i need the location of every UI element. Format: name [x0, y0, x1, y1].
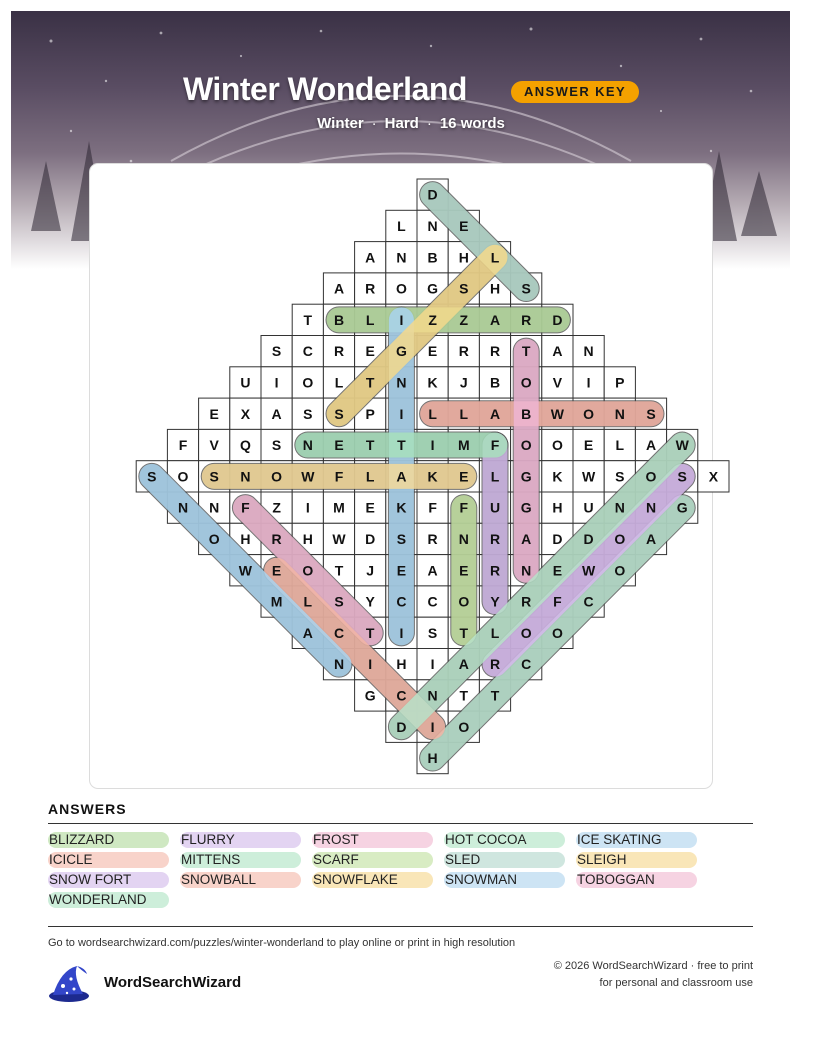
- grid-letter: E: [334, 437, 344, 454]
- grid-letter: F: [553, 593, 562, 610]
- grid-letter: F: [334, 468, 344, 485]
- grid-letter: I: [430, 718, 435, 735]
- answer-item: MITTENS: [180, 852, 301, 868]
- grid-letter: S: [427, 624, 438, 641]
- grid-letter: M: [333, 499, 345, 516]
- grid-letter: H: [489, 280, 501, 297]
- grid-letter: A: [489, 405, 501, 422]
- answer-item: SNOWMAN: [444, 872, 565, 888]
- grid-letter: R: [489, 656, 501, 673]
- grid-letter: H: [552, 499, 563, 516]
- grid-letter: O: [395, 280, 407, 297]
- grid-letter: B: [427, 249, 438, 266]
- grid-letter: S: [303, 405, 313, 422]
- grid-letter: N: [645, 499, 657, 516]
- grid-letter: A: [458, 656, 469, 673]
- grid-letter: G: [520, 468, 532, 485]
- grid-letter: I: [399, 311, 404, 328]
- grid-letter: H: [427, 750, 438, 767]
- grid-letter: K: [552, 468, 563, 485]
- grid-letter: O: [520, 374, 532, 391]
- grid-letter: B: [333, 311, 345, 328]
- grid-letter: A: [333, 280, 345, 297]
- divider: [48, 823, 753, 824]
- grid-letter: L: [490, 624, 500, 641]
- grid-letter: N: [240, 468, 251, 485]
- grid-letter: E: [459, 562, 469, 579]
- grid-letter: S: [271, 343, 282, 360]
- grid-letter: K: [427, 374, 438, 391]
- grid-letter: F: [490, 437, 500, 454]
- grid-letter: N: [427, 217, 438, 234]
- answer-item: BLIZZARD: [48, 832, 169, 848]
- grid-letter: E: [459, 217, 469, 234]
- answer-item: TOBOGGAN: [576, 872, 697, 888]
- grid-letter: S: [271, 437, 282, 454]
- grid-letter: F: [178, 437, 188, 454]
- grid-letter: A: [365, 249, 376, 266]
- grid-letter: E: [365, 499, 375, 516]
- grid-letter: E: [427, 343, 438, 360]
- brand-name: WordSearchWizard: [104, 974, 242, 991]
- page-title: Winter Wonderland: [183, 71, 467, 107]
- grid-letter: A: [302, 624, 313, 641]
- grid-letter: F: [459, 499, 469, 516]
- grid-letter: O: [177, 468, 189, 485]
- grid-letter: T: [365, 437, 375, 454]
- grid-letter: N: [333, 656, 345, 673]
- grid-letter: M: [457, 437, 470, 454]
- grid-letter: S: [396, 530, 407, 547]
- grid-letter: Z: [272, 499, 281, 516]
- answer-item: SCARF: [312, 852, 433, 868]
- grid-letter: N: [302, 437, 313, 454]
- grid-letter: H: [396, 656, 407, 673]
- grid-letter: N: [458, 530, 469, 547]
- answers-heading: ANSWERS: [48, 801, 127, 817]
- grid-letter: V: [209, 437, 219, 454]
- grid-letter: C: [521, 656, 532, 673]
- grid-letter: H: [240, 530, 251, 547]
- grid-letter: W: [675, 437, 689, 454]
- grid-letter: N: [427, 687, 438, 704]
- grid-letter: C: [302, 343, 313, 360]
- grid-letter: L: [334, 374, 344, 391]
- grid-letter: Y: [490, 593, 500, 610]
- grid-letter: R: [271, 530, 282, 547]
- grid-letter: T: [365, 624, 375, 641]
- grid-letter: Y: [365, 593, 375, 610]
- grid-letter: R: [333, 343, 345, 360]
- meta-separator: ·: [426, 115, 432, 132]
- grid-letter: O: [302, 562, 314, 579]
- grid-letter: K: [427, 468, 438, 485]
- grid-letter: U: [489, 499, 501, 516]
- grid-letter: T: [490, 687, 500, 704]
- grid-letter: O: [208, 530, 220, 547]
- grid-letter: S: [677, 468, 687, 485]
- grid-letter: H: [302, 530, 313, 547]
- grid-letter: E: [459, 468, 469, 485]
- answer-item: SLEIGH: [576, 852, 697, 868]
- grid-letter: S: [646, 405, 656, 422]
- grid-letter: T: [397, 437, 406, 454]
- grid-letter: T: [303, 311, 313, 328]
- grid-letter: R: [365, 280, 376, 297]
- grid-letter: L: [459, 405, 469, 422]
- grid-letter: W: [301, 468, 315, 485]
- grid-letter: D: [365, 530, 376, 547]
- grid-letter: L: [428, 405, 437, 422]
- grid-letter: A: [521, 530, 532, 547]
- grid-letter: U: [583, 499, 594, 516]
- grid-letter: T: [334, 562, 344, 579]
- grid-letter: E: [271, 562, 282, 579]
- grid-letter: B: [489, 374, 501, 391]
- grid-letter: D: [427, 186, 438, 203]
- grid-letter: V: [552, 374, 563, 391]
- grid-letter: D: [552, 530, 563, 547]
- grid-letter: A: [427, 562, 438, 579]
- grid-letter: Z: [459, 311, 469, 328]
- grid-letter: G: [427, 280, 439, 297]
- grid-letter: D: [583, 530, 594, 547]
- grid-letter: K: [396, 499, 407, 516]
- answer-item: ICICLE: [48, 852, 169, 868]
- grid-letter: E: [209, 405, 219, 422]
- grid-letter: A: [396, 468, 407, 485]
- grid-letter: G: [395, 343, 407, 360]
- grid-letter: J: [459, 374, 468, 391]
- answer-item: ICE SKATING: [576, 832, 697, 848]
- grid-letter: Z: [428, 311, 437, 328]
- grid-letter: I: [399, 405, 404, 422]
- grid-letter: O: [551, 624, 563, 641]
- grid-letter: R: [427, 530, 438, 547]
- grid-letter: J: [366, 562, 375, 579]
- grid-letter: N: [521, 562, 532, 579]
- grid-letter: O: [520, 624, 532, 641]
- grid-letter: N: [396, 249, 407, 266]
- grid-letter: R: [521, 593, 532, 610]
- grid-letter: O: [551, 437, 563, 454]
- grid-letter: N: [396, 374, 407, 391]
- grid-letter: G: [676, 499, 688, 516]
- word-count: 16 words: [439, 115, 505, 132]
- grid-letter: T: [459, 687, 469, 704]
- answer-item: HOT COCOA: [444, 832, 565, 848]
- grid-letter: C: [396, 687, 407, 704]
- answer-item: WONDERLAND: [48, 892, 169, 908]
- grid-letter: H: [458, 249, 469, 266]
- grid-letter: B: [521, 405, 532, 422]
- grid-letter: A: [645, 437, 657, 454]
- grid-letter: W: [550, 405, 565, 422]
- grid-letter: T: [365, 374, 375, 391]
- grid-letter: X: [708, 468, 719, 485]
- grid-letter: I: [305, 499, 310, 516]
- grid-letter: S: [334, 593, 344, 610]
- grid-letter: O: [583, 405, 595, 422]
- grid-letter: E: [365, 343, 375, 360]
- grid-letter: I: [399, 624, 404, 641]
- grid-letter: W: [581, 468, 596, 485]
- copyright-text: © 2026 WordSearchWizard · free to print for personal and classroom use: [553, 960, 753, 989]
- grid-letter: W: [581, 562, 596, 579]
- grid-letter: I: [430, 656, 435, 673]
- answer-item: FLURRY: [180, 832, 301, 848]
- grid-letter: L: [303, 593, 313, 610]
- grid-letter: T: [521, 343, 531, 360]
- grid-letter: N: [209, 499, 220, 516]
- grid-letter: S: [334, 405, 344, 422]
- grid-letter: L: [490, 249, 500, 266]
- wizard-hat-icon: [47, 964, 91, 1004]
- grid-letter: L: [365, 311, 375, 328]
- grid-letter: M: [270, 593, 283, 610]
- grid-letter: T: [459, 624, 469, 641]
- grid-letter: U: [240, 374, 251, 391]
- grid-letter: N: [177, 499, 189, 516]
- grid-letter: C: [333, 624, 345, 641]
- grid-letter: P: [615, 374, 625, 391]
- grid-letter: O: [271, 468, 283, 485]
- divider: [48, 926, 753, 927]
- grid-letter: F: [428, 499, 437, 516]
- answer-item: SNOWFLAKE: [312, 872, 433, 888]
- grid-letter: S: [209, 468, 219, 485]
- grid-letter: P: [365, 405, 375, 422]
- grid-letter: C: [583, 593, 594, 610]
- footer-note: Go to wordsearchwizard.com/puzzles/winter-wonderland to play online or print in high resolution: [48, 937, 516, 949]
- grid-letter: L: [365, 468, 375, 485]
- grid-letter: E: [396, 562, 407, 579]
- grid-letter: O: [645, 468, 657, 485]
- answer-item: SNOW FORT: [48, 872, 169, 888]
- grid-letter: L: [397, 217, 406, 234]
- grid-letter: A: [489, 311, 501, 328]
- grid-letter: X: [240, 405, 251, 422]
- grid-letter: N: [614, 499, 625, 516]
- grid-letter: R: [489, 562, 501, 579]
- grid-letter: O: [302, 374, 314, 391]
- grid-letter: I: [430, 437, 435, 454]
- grid-letter: W: [238, 562, 253, 579]
- grid-letter: O: [458, 718, 470, 735]
- grid-letter: G: [520, 499, 532, 516]
- grid-letter: N: [614, 405, 625, 422]
- difficulty-label: Hard: [384, 115, 419, 132]
- answer-key-badge: ANSWER KEY: [511, 81, 639, 103]
- grid-letter: I: [586, 374, 591, 391]
- grid-letter: A: [552, 343, 563, 360]
- grid-letter: E: [552, 562, 563, 579]
- grid-letter: R: [489, 343, 501, 360]
- grid-letter: O: [614, 530, 626, 547]
- grid-letter: F: [241, 499, 250, 516]
- grid-letter: S: [459, 280, 469, 297]
- grid-letter: L: [490, 468, 500, 485]
- grid-letter: R: [489, 530, 501, 547]
- grid-letter: O: [458, 593, 470, 610]
- grid-letter: N: [583, 343, 594, 360]
- grid-letter: O: [520, 437, 532, 454]
- grid-letter: R: [521, 311, 532, 328]
- grid-letter: D: [552, 311, 563, 328]
- grid-letter: W: [332, 530, 346, 547]
- grid-letter: C: [427, 593, 438, 610]
- answer-item: SLED: [444, 852, 565, 868]
- grid-letter: O: [614, 562, 626, 579]
- grid-letter: A: [271, 405, 282, 422]
- grid-letter: G: [364, 687, 376, 704]
- meta-separator: ·: [371, 115, 377, 132]
- answer-item: SNOWBALL: [180, 872, 301, 888]
- grid-letter: D: [396, 718, 407, 735]
- grid-letter: I: [274, 374, 279, 391]
- grid-letter: I: [368, 656, 373, 673]
- theme-label: Winter: [317, 115, 364, 132]
- grid-letter: S: [147, 468, 157, 485]
- grid-letter: R: [458, 343, 469, 360]
- grid-letter: Q: [239, 437, 251, 454]
- grid-letter: E: [583, 437, 594, 454]
- grid-letter: A: [645, 530, 657, 547]
- grid-letter: C: [396, 593, 407, 610]
- answer-item: FROST: [312, 832, 433, 848]
- grid-letter: S: [615, 468, 625, 485]
- grid-letter: L: [615, 437, 625, 454]
- grid-letter: S: [521, 280, 531, 297]
